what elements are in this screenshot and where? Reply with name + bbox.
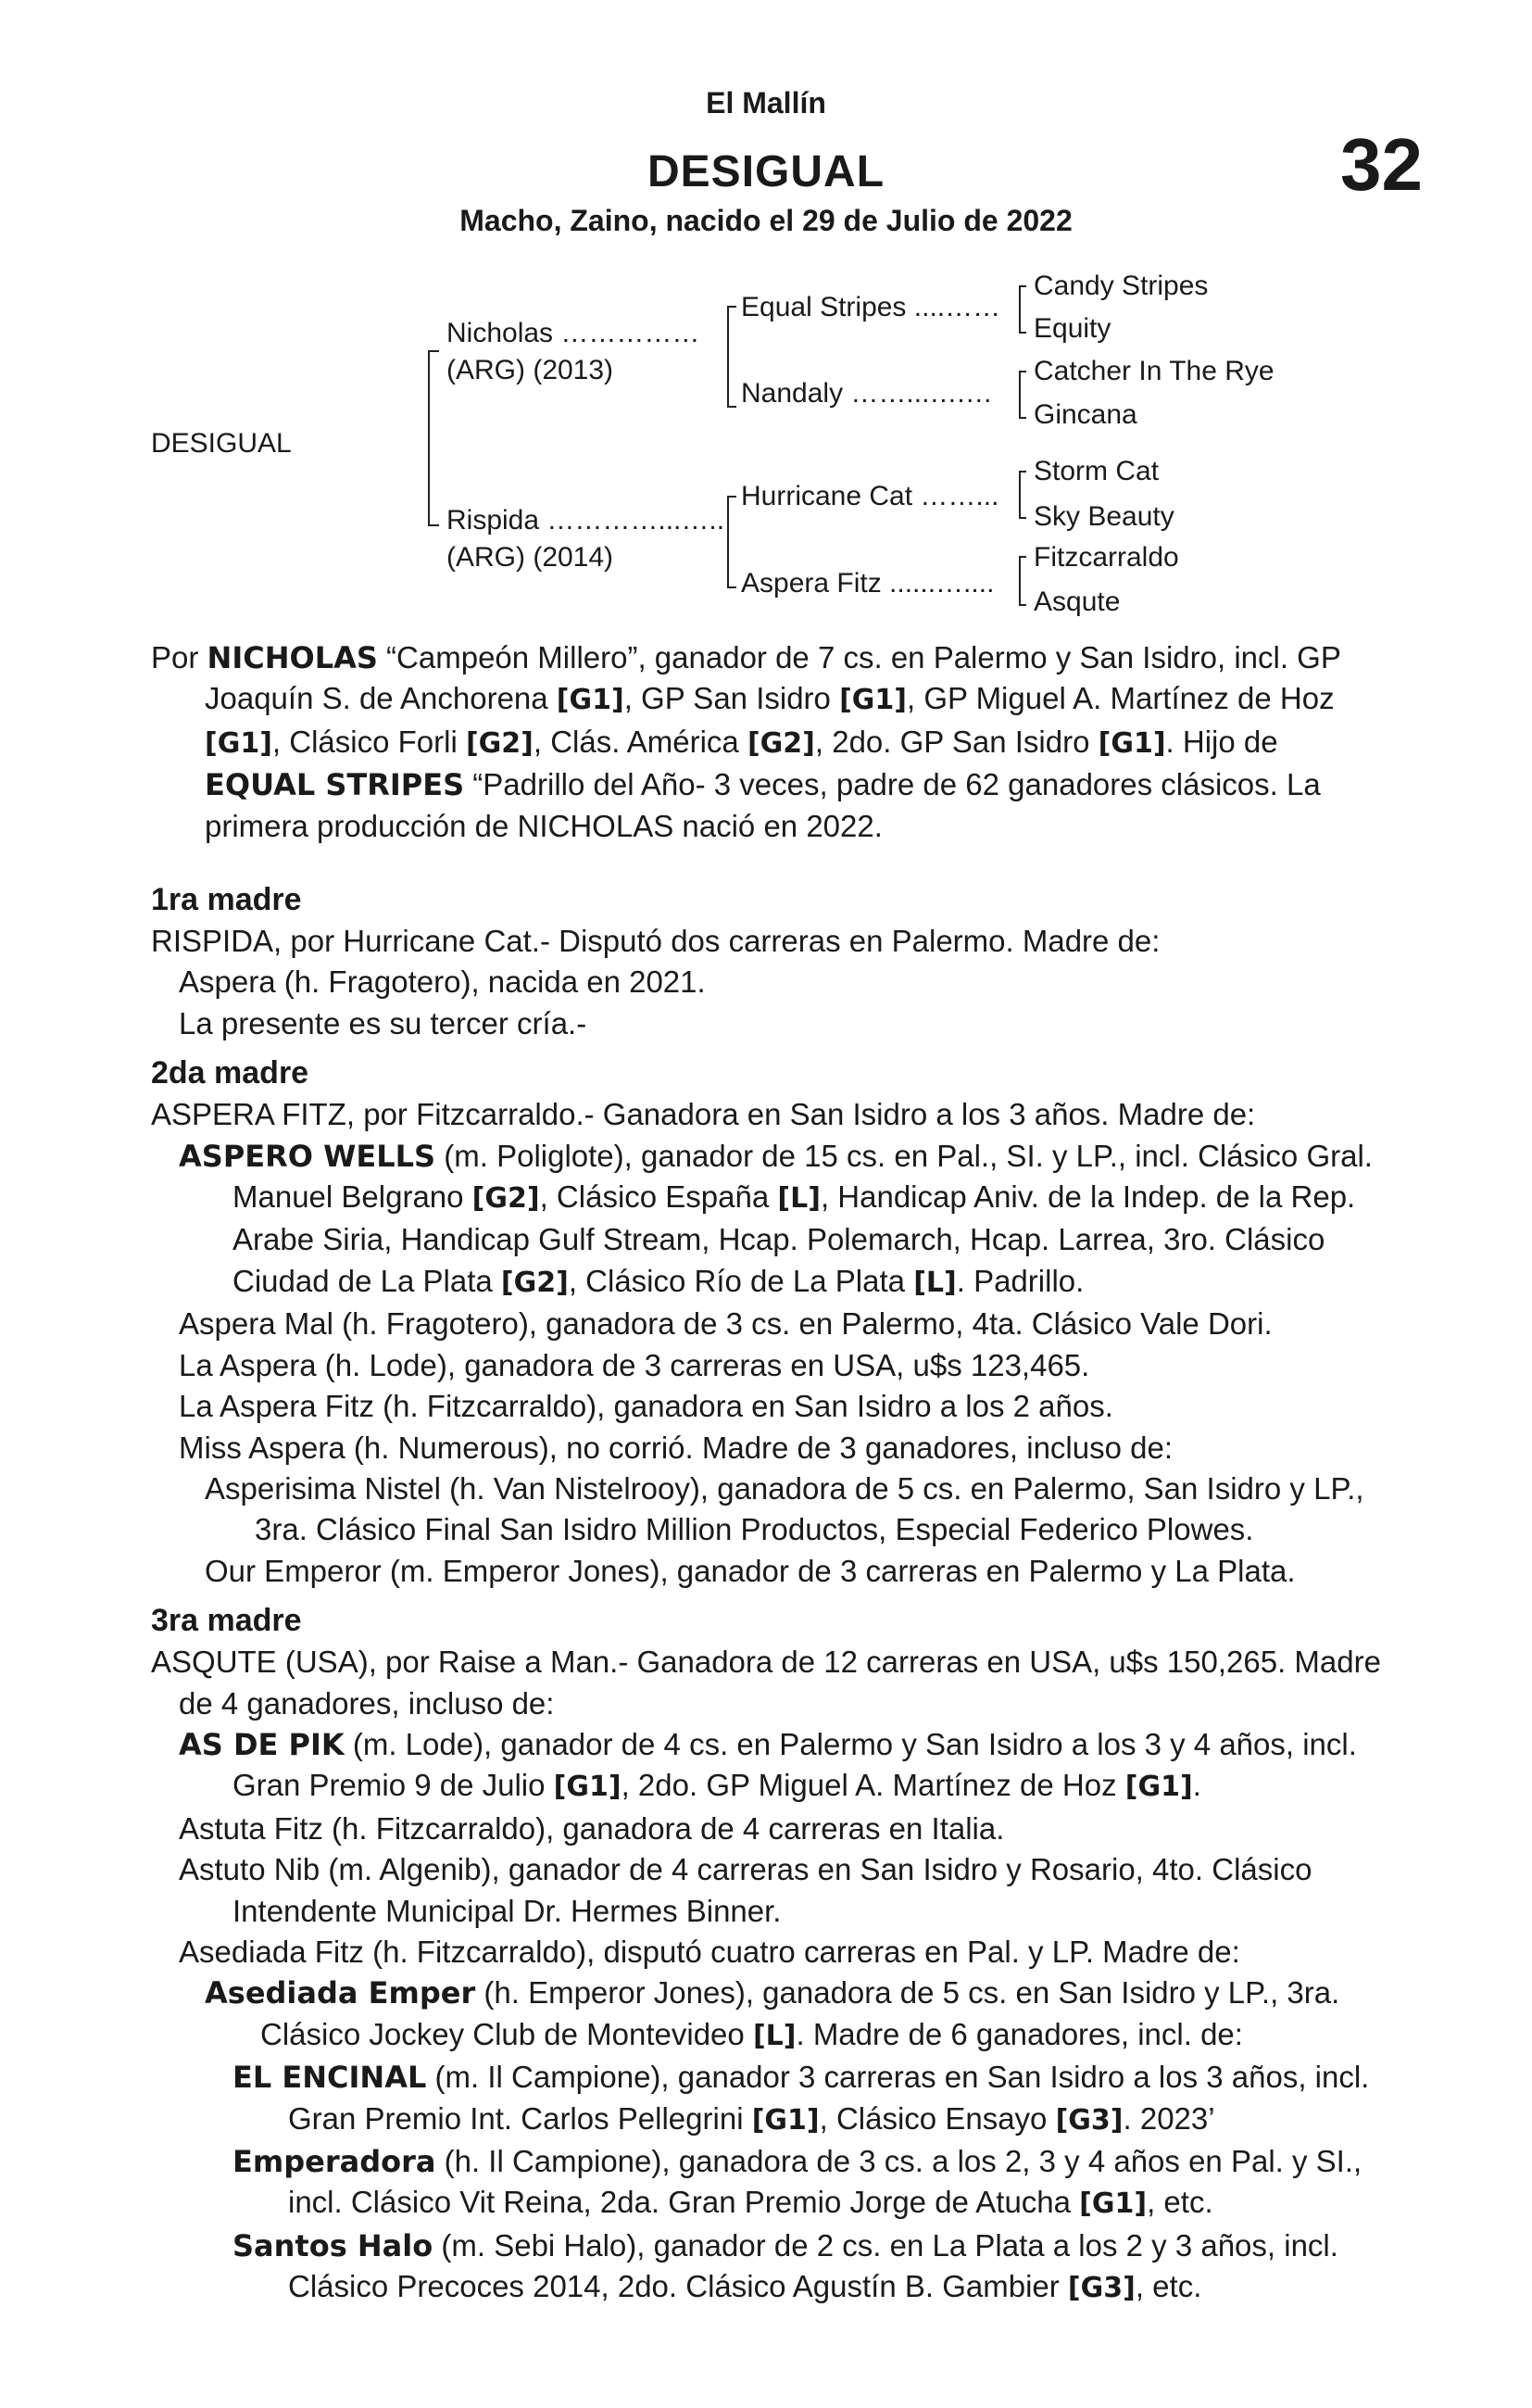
catalog-text [151,637,1392,2310]
produce-line [151,2141,1392,2225]
dam-line: ASQUTE (USA), por Raise a Man.- Ganadora de 12 carreras en USA, u$s 150,265. Madre de 4 ganadores, incluso de: [151,1645,1381,1721]
produce-line: Astuta Fitz (h. Fitzcarraldo), ganadora de 4 carreras en Italia. [179,1810,1005,1846]
text: “Campeón Millero”, ganador de 7 cs. en Palermo y San Isidro, incl. GP Joaquín S. de Anchorena [205,640,1341,716]
stakes-winner-name: Emperadora [232,2144,436,2179]
text: , Clásico España [539,1179,778,1215]
stakes-winner-name: ASPERO WELLS [179,1138,436,1174]
stakes-winner-name: Asediada Emper [205,1975,476,2011]
grade-badge: [G1] [1079,2187,1148,2221]
dam-name: Rispida …………...….. [446,505,725,536]
bracket-line [1019,604,1026,606]
text: . 2023’ [1123,2100,1215,2136]
text: , GP San Isidro [623,681,840,716]
grade-badge: [G1] [839,684,907,717]
sire-dam-name: Nandaly ……...….… [741,378,993,409]
sire-highlight: EQUAL STRIPES [205,767,465,803]
produce-line: La Aspera Fitz (h. Fitzcarraldo), ganadora en San Isidro a los 2 años. [179,1389,1113,1424]
lot-number: 32 [1340,123,1423,206]
text: . Padrillo. [956,1263,1085,1298]
produce-line: Aspera Mal (h. Fragotero), ganadora de 3 cs. en Palermo, 4ta. Clásico Vale Dori. [179,1306,1273,1342]
grade-badge: [G1] [205,726,272,760]
bracket-line [1019,471,1026,473]
g3-name: Gincana [1034,399,1137,430]
bracket-line [727,406,736,408]
produce-line [151,1724,1392,1809]
produce-line: Miss Aspera (h. Numerous), no corrió. Madre de 3 ganadores, incluso de: [179,1430,1174,1465]
text: , Clásico Ensayo [819,2100,1056,2136]
grade-badge: [L] [752,2019,797,2052]
text: (h. Emperor Jones), ganadora de 5 cs. en San Isidro y LP., 3ra. Clásico Jockey Club de Montevideo [260,1975,1340,2051]
bracket-line [1019,556,1021,604]
grade-badge: [G1] [556,684,624,717]
sire-sire-name: Equal Stripes ....…… [741,292,1001,322]
produce-line: Aspera (h. Fragotero), nacida en 2021. [179,964,706,1000]
bracket-line [1019,371,1021,417]
produce-line: Our Emperor (m. Emperor Jones), ganador de 3 carreras en Palermo y La Plata. [205,1553,1296,1588]
produce-line: Asperisima Nistel (h. Van Nistelrooy), ganadora de 5 cs. en Palermo, San Isidro y LP., 3ra. Clásico Final San Isidro Million Productos, Especial Federico Plowes. [205,1470,1364,1547]
text: . Hijo de [1165,724,1278,759]
text: , Clásico Río de La Plata [568,1263,914,1298]
horse-subtitle: Macho, Zaino, nacido el 29 de Julio de 2022 [459,204,1073,237]
pedigree-subject: DESIGUAL [151,428,292,459]
sire-paragraph [151,637,1392,847]
g3-name: Sky Beauty [1034,501,1174,532]
dam-line: ASPERA FITZ, por Fitzcarraldo.- Ganadora en San Isidro a los 3 años. Madre de: [151,1097,1256,1132]
bracket-line [1019,371,1026,372]
sire-origin: (ARG) (2013) [446,355,614,385]
bracket-line [1019,556,1026,558]
bracket-line [428,350,430,524]
text: . Madre de 6 ganadores, incl. de: [796,2016,1243,2051]
bracket-line [1019,471,1021,517]
section-heading: 3ra madre [151,1603,302,1639]
text: , 2do. GP San Isidro [814,724,1099,759]
g3-name: Storm Cat [1034,456,1160,486]
section-heading: 1ra madre [151,882,302,918]
g3-name: Fitzcarraldo [1034,542,1179,573]
text: , Clás. América [533,724,747,759]
stakes-winner-name: EL ENCINAL [232,2060,427,2096]
bracket-line [727,496,729,586]
bracket-line [727,586,736,588]
text: (m. Sebi Halo), ganador de 2 cs. en La Plata a los 2 y 3 años, incl. Clásico Precoces 2014, 2do. Clásico Agustín B. Gambier [288,2227,1338,2304]
sire-name: Nicholas …………… [446,318,700,348]
g3-name: Catcher In The Rye [1034,356,1275,386]
stakes-winner-name: AS DE PIK [179,1726,345,1762]
text: (m. Il Campione), ganador 3 carreras en San Isidro a los 3 años, incl. Gran Premio Int. Carlos Pellegrini [288,2060,1370,2136]
g3-name: Asqute [1034,586,1121,617]
dam-sire-name: Hurricane Cat ……... [741,481,999,511]
produce-line: Astuto Nib (m. Algenib), ganador de 4 carreras en San Isidro y Rosario, 4to. Clásico Intendente Municipal Dr. Hermes Binner. [179,1852,1312,1928]
dam-origin: (ARG) (2014) [446,542,614,573]
produce-line [151,2225,1392,2310]
breeder-name: El Mallín [706,86,826,120]
produce-line [151,2057,1392,2141]
grade-badge: [G2] [500,1266,569,1299]
text: , etc. [1147,2185,1213,2220]
bracket-line [1019,332,1026,334]
grade-badge: [G2] [747,726,815,760]
section-heading: 2da madre [151,1055,309,1091]
grade-badge: [G1] [751,2103,820,2137]
bracket-line [727,496,736,498]
text: . [1192,1768,1201,1803]
text: (m. Poliglote), ganador de 15 cs. en Pal., SI. y LP., incl. Clásico Gral. Manuel Belgrano [232,1138,1373,1215]
text: “Padrillo del Año- 3 veces, padre de 62 ganadores clásicos. La primera producción de NICHOLAS nació en 2022. [205,767,1321,843]
bracket-line [1019,285,1021,332]
bracket-line [727,306,729,406]
g3-name: Equity [1034,313,1111,344]
grade-badge: [G2] [471,1182,540,1216]
stakes-winner-name: Santos Halo [232,2227,433,2263]
text: , Clásico Forli [271,724,466,759]
bracket-line [1019,417,1026,419]
produce-line: La presente es su tercer cría.- [179,1005,587,1040]
dam-line: RISPIDA, por Hurricane Cat.- Disputó dos carreras en Palermo. Madre de: [151,924,1161,959]
g3-name: Candy Stripes [1034,271,1209,301]
bracket-line [428,524,439,526]
sire-highlight: NICHOLAS [207,640,378,675]
grade-badge: [G1] [553,1771,622,1804]
grade-badge: [G1] [1124,1771,1193,1804]
text: Por [151,640,207,674]
horse-name: DESIGUAL [647,147,885,196]
grade-badge: [L] [913,1266,957,1299]
text: (m. Lode), ganador de 4 cs. en Palermo y San Isidro a los 3 y 4 años, incl. Gran Premio 9 de Julio [232,1726,1357,1803]
bracket-line [1019,517,1026,519]
text: , 2do. GP Miguel A. Martínez de Hoz [621,1768,1125,1803]
grade-badge: [G2] [465,726,534,760]
bracket-line [727,306,736,308]
text: , GP Miguel A. Martínez de Hoz [906,681,1335,716]
bracket-line [1019,285,1026,287]
text: , etc. [1135,2269,1202,2304]
grade-badge: [L] [777,1182,821,1216]
produce-line: Asediada Fitz (h. Fitzcarraldo), disputó cuatro carreras en Pal. y LP. Madre de: [179,1934,1240,1969]
grade-badge: [G3] [1067,2272,1136,2305]
produce-line: La Aspera (h. Lode), ganadora de 3 carreras en USA, u$s 123,465. [179,1347,1090,1382]
text: (h. Il Campione), ganadora de 3 cs. a los 2, 3 y 4 años en Pal. y SI., incl. Clásico Vit Reina, 2da. Gran Premio Jorge de Atucha [288,2144,1362,2220]
produce-line [151,1973,1392,2057]
produce-line [151,1136,1392,1305]
grade-badge: [G3] [1055,2103,1124,2137]
text: , Handicap Aniv. de la Indep. de la Rep. Arabe Siria, Handicap Gulf Stream, Hcap. Polemarch, Hcap. Larrea, 3ro. Clásico Ciudad de La Plata [232,1179,1356,1298]
dam-dam-name: Aspera Fitz ......….... [741,568,995,599]
grade-badge: [G1] [1098,726,1166,760]
bracket-line [428,350,439,352]
